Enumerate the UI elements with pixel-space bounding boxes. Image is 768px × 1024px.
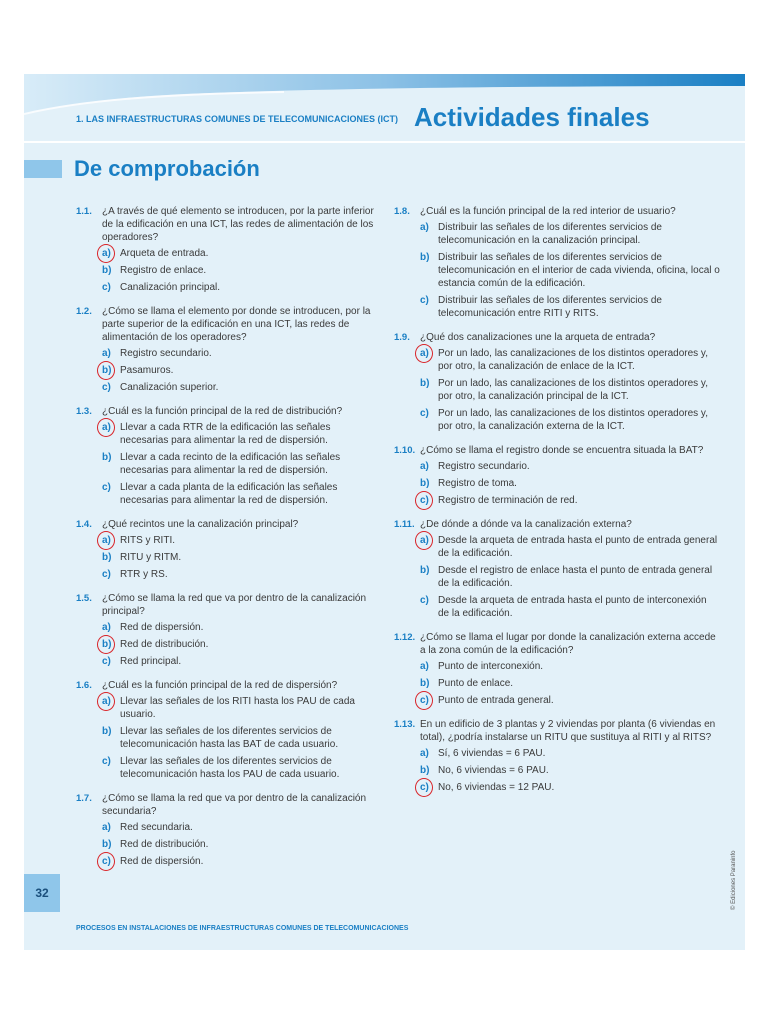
answer-option [420, 377, 720, 403]
question-number: 1.8. [394, 206, 410, 217]
option-text: No, 6 viviendas = 6 PAU. [438, 765, 549, 776]
options-list [420, 347, 720, 433]
answer-option [102, 621, 376, 634]
question-number: 1.12. [394, 632, 416, 643]
question-number: 1.4. [76, 519, 92, 530]
answer-option [420, 460, 720, 473]
option-letter: b) [420, 378, 430, 389]
question-header [394, 444, 720, 457]
option-text: Desde el registro de enlace hasta el punto de entrada general de la edificación. [438, 565, 713, 589]
answer-option-marked [420, 534, 720, 560]
question-item [76, 679, 376, 781]
page-title: Actividades finales [414, 102, 650, 132]
option-letter: b) [102, 452, 112, 463]
options-list [420, 460, 720, 507]
option-letter: c) [420, 295, 429, 306]
option-letter: a) [102, 348, 111, 359]
questions-column-left [76, 205, 376, 879]
option-text: Desde la arqueta de entrada hasta el punto de entrada general de la edificación. [438, 535, 718, 559]
question-item [76, 205, 376, 294]
answer-option [102, 568, 376, 581]
option-letter: b) [420, 478, 430, 489]
option-letter: a) [420, 534, 438, 560]
question-header [394, 518, 720, 531]
question-text: ¿Cómo se llama la red que va por dentro de la canalización principal? [102, 593, 367, 617]
option-letter: b) [420, 765, 430, 776]
option-letter: b) [102, 552, 112, 563]
option-letter: c) [420, 595, 429, 606]
question-item [394, 518, 720, 620]
option-text: Por un lado, las canalizaciones de los distintos operadores y, por otro, la canalización externa de la ICT. [438, 408, 708, 432]
option-text: RTR y RS. [120, 569, 168, 580]
answer-option [420, 221, 720, 247]
answer-option [102, 725, 376, 751]
answer-option [102, 821, 376, 834]
question-number: 1.7. [76, 793, 92, 804]
option-text: Por un lado, las canalizaciones de los distintos operadores y, por otro, la canalización de enlace de la ICT. [438, 348, 708, 372]
question-header [76, 592, 376, 618]
option-letter: a) [102, 695, 120, 721]
options-list [102, 821, 376, 868]
answer-option [420, 660, 720, 673]
option-text: Arqueta de entrada. [120, 248, 209, 259]
option-letter: b) [420, 565, 430, 576]
option-letter: b) [102, 726, 112, 737]
options-list [102, 695, 376, 781]
header-divider [24, 141, 745, 143]
option-text: Llevar las señales de los diferentes servicios de telecomunicación hasta los PAU de cada usuario. [120, 756, 340, 780]
answer-option [102, 347, 376, 360]
answer-option-marked [102, 247, 376, 260]
question-item [394, 331, 720, 433]
question-text: ¿Cuál es la función principal de la red de dispersión? [102, 680, 338, 691]
answer-option-marked [102, 855, 376, 868]
question-number: 1.1. [76, 206, 92, 217]
option-letter: c) [102, 855, 120, 868]
question-item [394, 631, 720, 707]
answer-option [102, 838, 376, 851]
answer-option [420, 747, 720, 760]
option-letter: c) [420, 408, 429, 419]
question-header [394, 331, 720, 344]
option-text: Desde la arqueta de entrada hasta el punto de interconexión de la edificación. [438, 595, 707, 619]
option-text: Red de distribución. [120, 639, 209, 650]
question-text: ¿A través de qué elemento se introducen, por la parte inferior de la edificación en una ICT, las redes de alimentación de los operadores? [102, 206, 374, 243]
option-text: Por un lado, las canalizaciones de los distintos operadores y, por otro, la canalización principal de la ICT. [438, 378, 708, 402]
option-letter: a) [102, 534, 120, 547]
option-text: Canalización principal. [120, 282, 221, 293]
publisher-credit: © Ediciones Paraninfo [731, 850, 737, 910]
answer-option [420, 477, 720, 490]
option-letter: c) [102, 482, 111, 493]
question-header [76, 792, 376, 818]
question-text: ¿Cómo se llama el registro donde se encuentra situada la BAT? [420, 445, 704, 456]
option-letter: b) [102, 364, 120, 377]
questions-column-right [394, 205, 720, 805]
question-text: ¿Cómo se llama el elemento por donde se introducen, por la parte superior de la edificación en una ICT, las redes de alimentación de los operadores? [102, 306, 371, 343]
question-item [394, 718, 720, 794]
question-item [76, 792, 376, 868]
options-list [102, 534, 376, 581]
options-list [420, 747, 720, 794]
question-header [394, 631, 720, 657]
question-number: 1.2. [76, 306, 92, 317]
answer-option [102, 264, 376, 277]
options-list [102, 421, 376, 507]
answer-option [420, 594, 720, 620]
question-text: ¿De dónde a dónde va la canalización externa? [420, 519, 632, 530]
question-item [394, 205, 720, 320]
question-text: ¿Qué recintos une la canalización principal? [102, 519, 299, 530]
option-letter: b) [102, 265, 112, 276]
option-text: Llevar a cada planta de la edificación las señales necesarias para alimentar la red de dispersión. [120, 482, 338, 506]
option-text: Registro de terminación de red. [438, 495, 578, 506]
answer-option [420, 407, 720, 433]
option-text: RITS y RITI. [120, 535, 175, 546]
answer-option-marked [102, 421, 376, 447]
option-text: Registro de toma. [438, 478, 517, 489]
question-text: En un edificio de 3 plantas y 2 viviendas por planta (6 viviendas en total), ¿podría instalarse un RITU que sustituya al RITI y al RITS? [420, 719, 716, 743]
question-text: ¿Cómo se llama el lugar por donde la canalización externa accede a la zona común de la edificación? [420, 632, 716, 656]
option-letter: a) [420, 222, 429, 233]
header-section-label: 1. LAS INFRAESTRUCTURAS COMUNES DE TELECOMUNICACIONES (ICT) [76, 114, 399, 124]
option-text: Distribuir las señales de los diferentes servicios de telecomunicación en la canalización principal. [438, 222, 662, 246]
question-number: 1.13. [394, 719, 416, 730]
option-letter: a) [420, 461, 429, 472]
answer-option [102, 451, 376, 477]
answer-option [102, 381, 376, 394]
question-item [76, 405, 376, 507]
answer-option-marked [102, 695, 376, 721]
question-text: ¿Qué dos canalizaciones une la arqueta de entrada? [420, 332, 656, 343]
options-list [420, 221, 720, 320]
question-number: 1.6. [76, 680, 92, 691]
option-letter: c) [102, 282, 111, 293]
option-text: Llevar las señales de los diferentes servicios de telecomunicación hasta las BAT de cada usuario. [120, 726, 339, 750]
question-number: 1.10. [394, 445, 416, 456]
answer-option [102, 551, 376, 564]
option-letter: c) [102, 756, 111, 767]
option-text: Red de dispersión. [120, 622, 204, 633]
option-letter: a) [102, 247, 120, 260]
answer-option [102, 755, 376, 781]
option-text: No, 6 viviendas = 12 PAU. [438, 782, 555, 793]
option-text: Red secundaria. [120, 822, 193, 833]
question-item [76, 305, 376, 394]
option-letter: c) [102, 656, 111, 667]
answer-option-marked [420, 494, 720, 507]
option-letter: b) [102, 638, 120, 651]
question-number: 1.11. [394, 519, 415, 530]
section-title: De comprobación [74, 156, 260, 181]
question-number: 1.9. [394, 332, 410, 343]
option-text: Registro secundario. [438, 461, 530, 472]
option-text: Red de distribución. [120, 839, 209, 850]
option-text: Canalización superior. [120, 382, 219, 393]
question-header [76, 205, 376, 244]
answer-option-marked [102, 638, 376, 651]
answer-option-marked [420, 347, 720, 373]
footer-text: PROCESOS EN INSTALACIONES DE INFRAESTRUCTURAS COMUNES DE TELECOMUNICACIONES [76, 925, 409, 932]
option-text: Llevar a cada RTR de la edificación las señales necesarias para alimentar la red de dispersión. [120, 422, 331, 446]
section-marker [24, 160, 62, 178]
question-item [76, 518, 376, 581]
question-item [76, 592, 376, 668]
option-text: Pasamuros. [120, 365, 174, 376]
option-text: Punto de entrada general. [438, 695, 554, 706]
answer-option-marked [420, 781, 720, 794]
option-letter: a) [420, 748, 429, 759]
options-list [102, 621, 376, 668]
answer-option [420, 564, 720, 590]
option-text: Registro de enlace. [120, 265, 207, 276]
option-letter: a) [102, 421, 120, 447]
answer-option [102, 655, 376, 668]
option-text: Distribuir las señales de los diferentes servicios de telecomunicación entre RITI y RITS. [438, 295, 662, 319]
option-letter: a) [102, 822, 111, 833]
book-page [24, 74, 745, 950]
question-text: ¿Cuál es la función principal de la red interior de usuario? [420, 206, 676, 217]
question-text: ¿Cómo se llama la red que va por dentro de la canalización secundaria? [102, 793, 367, 817]
page-number: 32 [35, 886, 49, 900]
option-letter: a) [102, 622, 111, 633]
answer-option [420, 677, 720, 690]
answer-option-marked [420, 694, 720, 707]
options-list [420, 660, 720, 707]
option-text: Llevar a cada recinto de la edificación las señales necesarias para alimentar la red de dispersión. [120, 452, 341, 476]
question-header [76, 518, 376, 531]
option-text: Punto de enlace. [438, 678, 514, 689]
answer-option-marked [102, 534, 376, 547]
option-text: Punto de interconexión. [438, 661, 544, 672]
option-letter: b) [102, 839, 112, 850]
option-text: RITU y RITM. [120, 552, 182, 563]
option-text: Sí, 6 viviendas = 6 PAU. [438, 748, 546, 759]
question-header [76, 305, 376, 344]
answer-option [420, 251, 720, 290]
option-text: Red principal. [120, 656, 182, 667]
option-text: Registro secundario. [120, 348, 212, 359]
answer-option [420, 294, 720, 320]
answer-option-marked [102, 364, 376, 377]
option-letter: b) [420, 252, 430, 263]
question-number: 1.3. [76, 406, 92, 417]
option-letter: c) [420, 694, 438, 707]
option-letter: a) [420, 661, 429, 672]
question-text: ¿Cuál es la función principal de la red de distribución? [102, 406, 343, 417]
option-text: Llevar las señales de los RITI hasta los PAU de cada usuario. [120, 696, 355, 720]
option-letter: c) [102, 382, 111, 393]
question-header [76, 679, 376, 692]
answer-option [102, 481, 376, 507]
question-header [76, 405, 376, 418]
option-letter: a) [420, 347, 438, 373]
question-header [394, 205, 720, 218]
options-list [102, 347, 376, 394]
option-letter: b) [420, 678, 430, 689]
question-item [394, 444, 720, 507]
options-list [102, 247, 376, 294]
option-text: Red de dispersión. [120, 856, 204, 867]
answer-option [102, 281, 376, 294]
option-text: Distribuir las señales de los diferentes servicios de telecomunicación en el interior de cada vivienda, oficina, local o estancia común de la edificación. [438, 252, 720, 289]
question-number: 1.5. [76, 593, 92, 604]
option-letter: c) [102, 569, 111, 580]
option-letter: c) [420, 494, 438, 507]
option-letter: c) [420, 781, 438, 794]
question-header [394, 718, 720, 744]
answer-option [420, 764, 720, 777]
options-list [420, 534, 720, 620]
